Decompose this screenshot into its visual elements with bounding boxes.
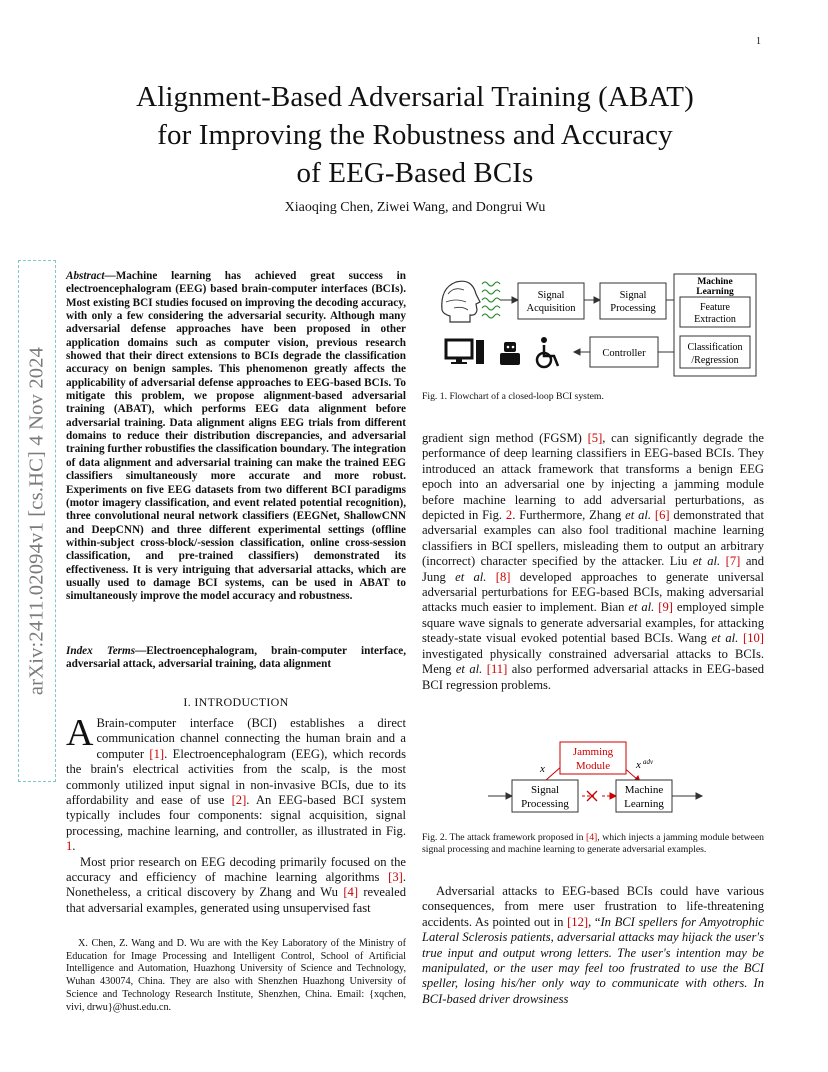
text-run: investigated physically constrained adversarial attacks to BCIs. Meng [422, 646, 764, 677]
text-run: . Furthermore, Zhang [512, 508, 626, 523]
page-number: 1 [756, 36, 761, 47]
adversarial-symbol: x [636, 759, 641, 771]
box-label: Machine [624, 784, 664, 796]
text-run: , “ [588, 914, 601, 929]
robot-icon [500, 342, 520, 365]
paragraph [422, 884, 764, 1007]
citation-link[interactable]: [8] [495, 569, 511, 584]
text-run: Brain-computer interface (BCI) establishes a direct communication channel connecting the human brain and a computer [96, 716, 406, 761]
author-list: Xiaoqing Chen, Ziwei Wang, and Dongrui Wu [284, 200, 546, 215]
text-run: et al. [711, 631, 739, 646]
text-run: et al. [625, 508, 652, 523]
text-run: demonstrated that adversarial examples can also fool traditional machine learning classifiers in BCI spellers, misleading them to output an arbitrary (incorrect) character specified by the attacker. Liu [422, 508, 764, 569]
title-line: Alignment-Based Adversarial Training (ABAT) [136, 81, 694, 113]
adversarial-superscript: adv [643, 758, 654, 766]
index-terms [66, 645, 406, 672]
box-label: Module [575, 760, 611, 772]
text-run: gradient sign method (FGSM) [422, 431, 588, 445]
figure-link[interactable]: 2 [505, 508, 513, 523]
footnote-text: X. Chen, Z. Wang and D. Wu are with the Key Laboratory of the Ministry of Education for Image Processing and Intelligent Control, School of Artificial Intelligence and Automation, Huazhong University of Science and Technology, Wuhan 430074, China. They are also with Shenzhen Huazhong University of Science and Technology Research Institute, Shenzhen, China. Email: {xqchen, vivi, drwu}@hust.edu.cn. [66, 938, 406, 1013]
box-label: Signal [530, 784, 560, 796]
citation-link[interactable]: [9] [658, 600, 673, 615]
box-label: Signal [619, 290, 647, 301]
text-run: revealed that adversarial examples, generated using unsupervised fast [66, 885, 406, 915]
paper-title [70, 78, 760, 192]
text-run: et al. [628, 600, 655, 615]
paragraph [66, 712, 407, 855]
figure-link[interactable]: 1 [66, 839, 73, 854]
input-symbol: x [540, 763, 545, 775]
citation-link[interactable]: [1] [149, 746, 165, 761]
citation-link[interactable]: [12] [567, 914, 589, 929]
head-brain-icon [442, 281, 480, 322]
text-run: et al. [692, 554, 721, 569]
citation-link[interactable]: [4] [343, 885, 359, 900]
text-run: . Nonetheless, a critical discovery by Zhang and Wu [66, 870, 406, 900]
citation-link[interactable]: [11] [486, 662, 508, 677]
arxiv-id: arXiv:2411.02094v1 [cs.HC] 4 Nov 2024 [25, 346, 48, 696]
citation-link[interactable]: [7] [725, 554, 741, 569]
text-run: Fig. 2. The attack framework proposed in [422, 832, 586, 843]
bci-flowchart [436, 270, 766, 382]
box-label: Learning [696, 287, 734, 297]
box-label: Acquisition [526, 303, 576, 314]
wheelchair-icon [537, 337, 558, 367]
introduction-text [66, 712, 407, 916]
box-label: Learning [624, 798, 664, 810]
text-run: and Jung [422, 554, 765, 584]
text-run: , can significantly degrade the performance of deep learning classifiers in EEG-based BCIs. They introduced an attack framework that transforms a benign EEG epoch into an adversarial one by injecting a jamming module before machine learning to add adversarial perturbations, as depicted in Fig. [422, 431, 764, 523]
arxiv-stamp[interactable] [18, 260, 56, 782]
box-label: Processing [610, 303, 656, 314]
box-label: Signal [537, 290, 565, 301]
text-run: employed simple square wave signals to generate adversarial examples, for attacking steady-state visual evoked potential based BCIs. Wang [422, 600, 765, 646]
text-run: . An EEG-based BCI system typically includes four components: signal acquisition, signal processing, machine learning, and controller, as illustrated in Fig. [66, 793, 407, 838]
abstract [66, 270, 406, 604]
text-run: also performed adversarial attacks in EEG-based BCI regression problems. [422, 662, 765, 692]
attack-framework-diagram [486, 740, 706, 814]
paragraph [66, 855, 406, 917]
figure-2 [486, 740, 706, 814]
eeg-waves-icon [482, 282, 500, 318]
figure-1 [436, 270, 766, 382]
body-text-right [422, 431, 764, 693]
citation-link[interactable]: [10] [743, 631, 764, 646]
citation-link[interactable]: [4] [585, 832, 598, 843]
text-run: Most prior research on EEG decoding primarily focused on the accuracy and efficiency of machine learning algorithms [66, 854, 406, 885]
index-terms-label: Index Terms [66, 645, 136, 657]
box-label: Processing [521, 798, 569, 810]
box-label: Machine [697, 277, 733, 287]
box-label: Controller [602, 348, 646, 359]
figure-1-caption: Fig. 1. Flowchart of a closed-loop BCI system. [422, 391, 604, 402]
abstract-text: —Machine learning has achieved great success in electroencephalogram (EEG) based brain-computer interfaces (BCIs). Most existing BCI studies focused on improving the decoding accuracy, with only a few considering the adversarial security. Although many adversarial defense approaches have been proposed in other application domains such as computer vision, previous research showed that their direct extensions to BCIs degrade the classification accuracy on benign samples. This phenomenon greatly affects the applicability of adversarial defense approaches to EEG-based BCIs. To mitigate this problem, we propose alignment-based adversarial training (ABAT), which performs EEG data alignment before adversarial training. Data alignment aligns EEG trials from different domains to reduce their distribution discrepancies, and adversarial training further robustifies the classification boundary. The integration of data alignment and adversarial training can make the trained EEG classifiers simultaneously more accurate and more robust. Experiments on five EEG datasets from two different BCI paradigms (motor imagery classification, and event related potential recognition), three convolutional neural network classifiers (EEGNet, ShallowCNN and DeepCNN) and three different experimental settings (offline within-subject cross-block/-session classification, online cross-session classification, and pre-trained classifiers) demonstrated its effectiveness. It is very intriguing that adversarial attacks, which are usually used to damage BCI systems, can be used in ABAT to simultaneously improve the model accuracy and robustness. [66, 270, 406, 603]
citation-link[interactable]: [2] [231, 793, 247, 808]
body-text-right-2 [422, 884, 764, 1007]
citation-link[interactable]: [5] [587, 431, 603, 445]
box-label: Extraction [694, 314, 736, 325]
section-heading: I. INTRODUCTION [183, 695, 289, 709]
box-label: Classification [687, 342, 743, 353]
text-run: developed approaches to generate universal adversarial perturbations for EEG-based BCIs, making adversarial attacks much easier to implement. Bian [422, 569, 764, 615]
text-run: . [72, 839, 76, 854]
quote-text: In BCI spellers for Amyotrophic Lateral Sclerosis patients, adversarial attacks may hijack the user's true input and output wrong letters. The user's intention may be manipulated, or the user may feel too frustrated to use the BCI speller, losing his/her only way to communicate with others. In BCI-based driver drowsiness [422, 914, 764, 1006]
drop-cap: A [66, 712, 94, 754]
affiliation-footnote [66, 938, 406, 1014]
title-line: of EEG-Based BCIs [296, 157, 534, 189]
figure-2-caption [422, 832, 764, 856]
index-terms-text: —Electroencephalogram, brain-computer interface, adversarial attack, adversarial training, data alignment [66, 645, 406, 671]
citation-link[interactable]: [3] [388, 870, 403, 885]
citation-link[interactable]: [6] [654, 508, 670, 523]
text-run: et al. [455, 569, 487, 584]
computer-icon [446, 340, 484, 364]
text-run: Adversarial attacks to EEG-based BCIs could have various consequences, from mere user frustration to life-threatening accidents. As pointed out in [422, 884, 764, 929]
abstract-label: Abstract [66, 270, 105, 282]
text-run: . Electroencephalogram (EEG), which records the brain's electrical activities from the scalp, is the most commonly utilized input signal in non-invasive BCIs, due to its affordability and ease of use [66, 746, 406, 808]
title-line: for Improving the Robustness and Accuracy [157, 119, 673, 151]
box-label: Jamming [572, 746, 614, 758]
box-label: Feature [700, 302, 730, 313]
text-run: , which injects a jamming module between signal processing and machine learning to generate adversarial examples. [422, 832, 764, 855]
paragraph [422, 431, 764, 693]
box-label: /Regression [691, 355, 739, 366]
text-run: et al. [455, 662, 483, 677]
